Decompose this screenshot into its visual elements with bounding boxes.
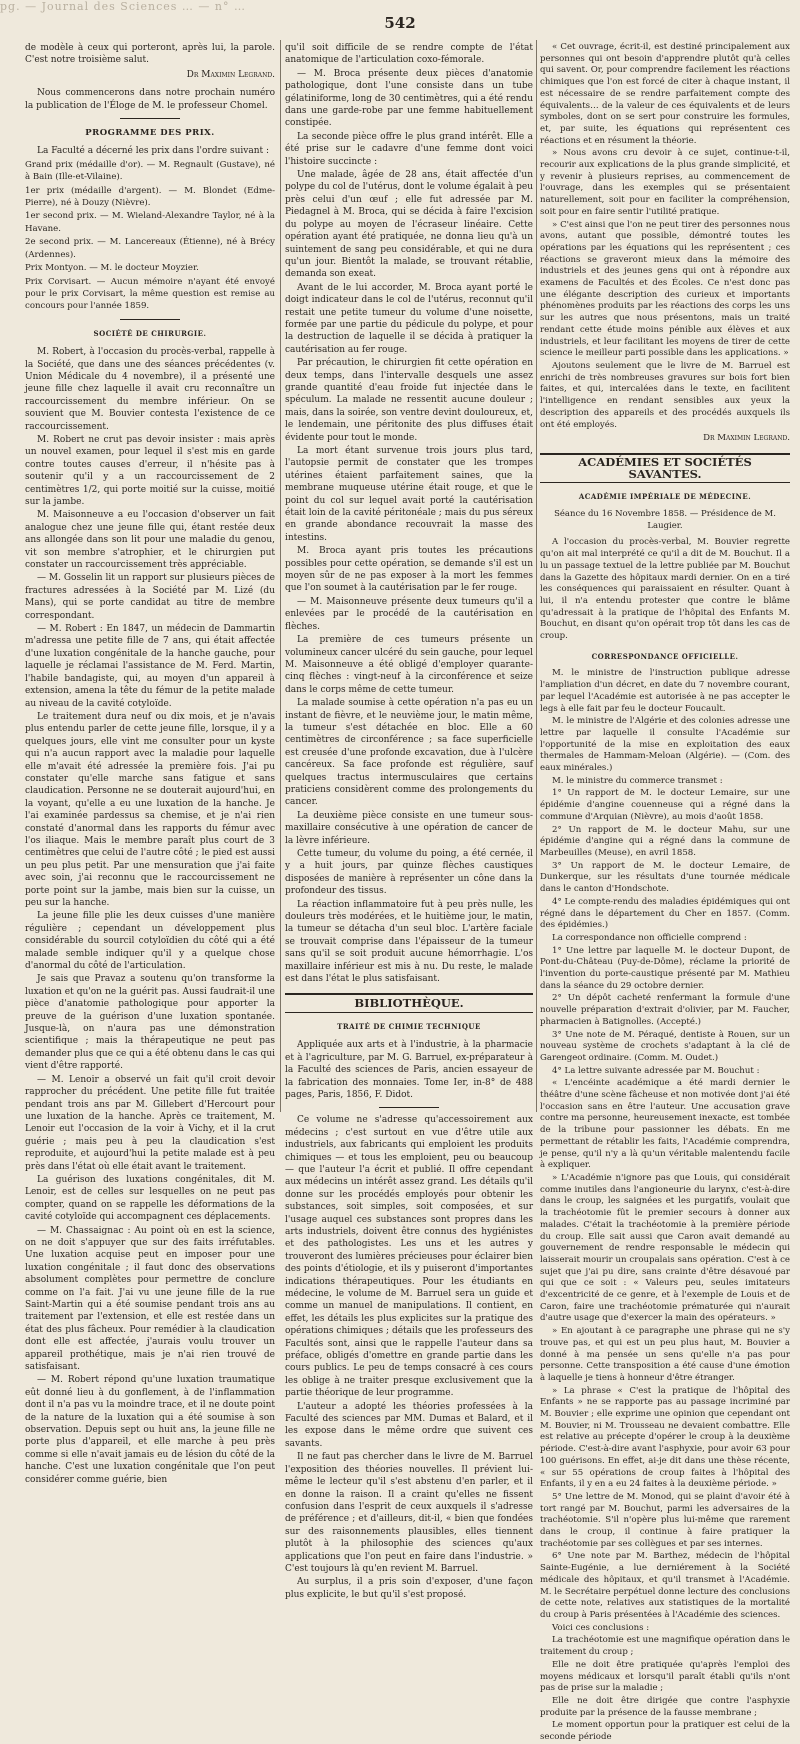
paragraph: Il ne faut pas chercher dans le livre de M. Barruel l'exposition des théories nouvelles. Il prévient lui-même le lecteur qu'il s'est abstenu d'en parler, et il en donne la raison. Il a craint qu'elles ne fissent confusion dans l'esprit de ceux auxquels il s'adresse de préférence ; et d'ailleurs, dit-il, « bien que fondées sur des raisonnements plausibles, elles tiennent plutôt à la philosophie des sciences qu'aux applications que l'on peut en faire dans l'industrie. » C'est toujours là qu'en revient M. Barruel.	[285, 1452, 533, 1574]
book-title: TRAITÉ DE CHIMIE TECHNIQUE	[337, 1021, 481, 1031]
paragraph: La seconde pièce offre le plus grand intérêt. Elle a été prise sur le cadavre d'une femme dont voici l'histoire succincte :	[285, 131, 533, 167]
paragraph: La Faculté a décerné les prix dans l'ordre suivant :	[37, 146, 270, 157]
paragraph: — M. Lenoir a observé un fait qu'il croit devoir rapprocher du précédent. Une petite fille fut traitée pendant trois ans par M. Gillebert d'Hercourt pour une luxation de la hanche. Après ce traitement, M. Lenoir eut l'occasion de la voir à Vichy, et il la crut guérie ; mais peu à peu la claudication s'est reproduite, et aujourd'hui la petite malade est à peu près dans l'état où elle était avant le traitement.	[25, 1074, 275, 1172]
session-line: Séance du 16 Novembre 1858. — Présidence de M. Laugier.	[554, 509, 776, 531]
paragraph: Elle ne doit être dirigée que contre l'asphyxie produite par la présence de la fausse membrane ;	[540, 1695, 790, 1718]
signature: Dr Maximin Legrand.	[186, 69, 275, 80]
paragraph: La guérison des luxations congénitales, dit M. Lenoir, est de celles sur lesquelles on ne peut pas compter, quand on se rappelle les déformations de la cavité cotyloïde qui accompagnent ces déplacements.	[25, 1174, 275, 1223]
paragraph: — M. Broca présente deux pièces d'anatomie pathologique, dont l'une consiste dans un tube gélatiniforme, long de 30 centimètres, qui a été rendu dans une garde-robe par une femme habituellement constipée.	[285, 68, 533, 129]
paragraph: 5° Une lettre de M. Monod, qui se plaint d'avoir été à tort rangé par M. Bouchut, parmi les adversaires de la trachéotomie. S'il n'opère plus lui-même que rarement dans le croup, il continue à faire pratiquer la trachéotomie par ses collègues et par ses internes.	[540, 1491, 790, 1549]
paragraph: » C'est ainsi que l'on ne peut tirer des personnes nous avons, autant que possible, démontré toutes les opérations par les équations qui les représentent ; ces réactions se graveront mieux dans la mémoire des industriels et des jeunes gens qui ont à répondre aux examens de Facultés et des Écoles. Ce n'est donc pas une élégante description des curieux et importants phénomènes produits par les réactions des corps les uns sur les autres que nous présentons, mais un traité rendant cette étude moins pénible aux élèves et aux industriels, et leur facilitant les moyens de tirer de cette science le meilleur parti possible dans les applications. »	[540, 219, 790, 359]
paragraph: La première de ces tumeurs présente un volumineux cancer ulcéré du sein gauche, pour lequel M. Maisonneuve a été obligé d'employer quarante-cinq flèches : vingt-neuf à la circonférence et seize dans le corps même de cette tumeur.	[285, 635, 533, 695]
section-heading-academies: ACADÉMIES ET SOCIÉTÉS SAVANTES.	[540, 453, 790, 483]
paragraph: Avant de le lui accorder, M. Broca ayant porté le doigt indicateur dans le col de l'utérus, reconnut qu'il restait une petite tumeur du volume d'une noisette, formée par une partie du pédicule du polype, et pour la destruction de laquelle il se décida à pratiquer la cautérisation au fer rouge.	[285, 282, 533, 355]
book-description: Appliquée aux arts et à l'industrie, à la pharmacie et à l'agriculture, par M. G. Barruel, ex-préparateur à la Faculté des sciences de Paris, ancien essayeur de la fabrication des monnaies. Tome Ier, in-8° de 488 pages, Paris, 1856, F. Didot.	[285, 1040, 533, 1100]
section-heading-societe: SOCIÉTÉ DE CHIRURGIE.	[93, 328, 207, 338]
paragraph: La mort étant survenue trois jours plus tard, l'autopsie permit de constater que les trompes utérines étaient parfaitement saines, que la membrane muqueuse utérine était rouge, et que le point du col sur lequel avait porté la cautérisation était loin de la cavité péritonéale ; mais du pus séreux en grande abondance recouvrait la masse des intestins.	[285, 446, 533, 543]
paragraph: Nous commencerons dans notre prochain numéro la publication de l'Éloge de M. le professeur Chomel.	[25, 88, 275, 111]
section-heading-bibliotheque: BIBLIOTHÈQUE.	[285, 993, 533, 1012]
paragraph: 2° Un dépôt cacheté renfermant la formule d'une nouvelle préparation d'extrait d'olivier, par M. Faucher, pharmacien à Batignolles. (Accepté.)	[540, 993, 790, 1027]
paragraph: — M. Robert répond qu'une luxation traumatique eût donné lieu à du gonflement, à de l'inflammation dont il n'a pas vu la moindre trace, et il ne doute point de la nature de la luxation qui a été soumise à son observation. Depuis sept ou huit ans, la jeune fille ne porte plus d'appareil, et elle marche à peu près comme si elle n'avait jamais eu de lésion du côté de la hanche. C'est une luxation congénitale que l'on peut considérer comme guérie, bien	[25, 1375, 275, 1485]
prize-item: 2e second prix. — M. Lancereaux (Étienne), né à Brécy (Ardennes).	[25, 237, 275, 260]
paragraph: Le traitement dura neuf ou dix mois, et je n'avais plus entendu parler de cette jeune fille, lorsque, il y a quelques jours, elle vint me consulter pour un kyste qui n'a aucun rapport avec la maladie pour laquelle elle m'avait été adressée la première fois. J'ai pu constater qu'elle marche sans fatigue et sans claudication. Personne ne se douterait aujourd'hui, en la voyant, qu'elle a eu une luxation de la hanche. Je l'ai examinée pardessus sa chemise, et je n'ai rien constaté d'anormal dans les rapports du fémur avec l'os iliaque. Mais le membre paraît plus court de 3 centimètres que celui de l'autre côté ; le pied est aussi un peu plus petit. Par une mensuration que j'ai faite avec soin, j'ai reconnu que le raccourcissement ne porte point sur la jambe, mais bien sur la cuisse, un peu sur la hanche.	[25, 711, 275, 908]
paragraph: » La phrase « C'est la pratique de l'hôpital des Enfants » ne se rapporte pas au passage incriminé par M. Bouvier ; elle exprime une opinion que cependant ont M. Bouvier, ni M. Trousseau ne devaient combattre. Elle est relative au précepte d'opérer le croup à la deuxième période. C'est-à-dire avant l'asphyxie, pour avoir 63 pour 100 guérisons. En effet, ai-je dit dans une thèse récente, « sur 55 opérations de croup faites à l'hôpital des Enfants, il y en a eu 24 faites à la deuxième période. »	[540, 1385, 790, 1490]
paragraph: A l'occasion du procès-verbal, M. Bouvier regrette qu'on ait mal interprété ce qu'il a dit de M. Bouchut. Il a lu un passage textuel de la lettre publiée par M. Bouchut dans la Gazette des hôpitaux mardi dernier. On en a tiré les conséquences qui paraissaient en résulter. Quant à lui, il n'a entendu protester que contre le blâme qu'adressait à la pratique de l'hôpital des Enfants M. Bouchut, en disant qu'on opérait trop tôt dans les cas de croup.	[540, 537, 790, 642]
paragraph: » En ajoutant à ce paragraphe une phrase qui ne s'y trouve pas, et qui est un peu plus haut, M. Bouvier a donné à ma pensée un sens qu'elle n'a pas pour personne. Cette transposition a été cause d'une émotion à laquelle je tiens à honneur d'être étranger.	[540, 1326, 790, 1383]
paragraph: M. Robert ne crut pas devoir insister : mais après un nouvel examen, pour lequel il s'est mis en garde contre toutes causes d'erreur, il n'hésite pas à soutenir qu'il y a un raccourcissement de 2 centimètres 1/2, qui porte moitié sur la cuisse, moitié sur la jambe.	[25, 434, 275, 507]
paragraph: M. le ministre de l'instruction publique adresse l'ampliation d'un décret, en date du 7 novembre courant, par lequel l'Académie est autorisée à ne pas accepter le legs à elle fait par feu le docteur Foucault.	[540, 668, 790, 714]
paragraph: Par précaution, le chirurgien fit cette opération en deux temps, dans l'intervalle desquels une assez grande quantité d'eau froide fut injectée dans le spéculum. La malade ne ressentit aucune douleur ; mais, dans la soirée, son ventre devint douloureux, et, le lendemain, une péritonite des plus diffuses était évidente pour tout le monde.	[285, 358, 533, 443]
paragraph: M. Broca ayant pris toutes les précautions possibles pour cette opération, se demande s'il est un moyen sûr de ne pas exposer à la mort les femmes que l'on soumet à la cautérisation par le fer rouge.	[285, 546, 533, 594]
paragraph: Elle ne doit être pratiquée qu'après l'emploi des moyens médicaux et lorsqu'il paraît établi qu'ils n'ont pas de prise sur la maladie ;	[540, 1659, 790, 1694]
paragraph: M. le ministre de l'Algérie et des colonies adresse une lettre par laquelle il consulte l'Académie sur l'opportunité de la mise en exploitation des eaux thermales de Hammam-Meloan (Algérie). — (Com. des eaux minérales.)	[540, 716, 790, 774]
paragraph: » Nous avons cru devoir à ce sujet, continue-t-il, recourir aux explications de la plus grande simplicité, et y revenir à plusieurs reprises, au commencement de l'ouvrage, dans les exemples qui se présentaient naturellement, soit pour en faciliter la compréhension, soit pour en faire sentir l'utilité pratique.	[540, 148, 790, 217]
signature: Dr Maximin Legrand.	[703, 433, 790, 444]
column-3	[540, 42, 790, 1743]
paragraph: « Cet ouvrage, écrit-il, est destiné principalement aux personnes qui ont besoin d'apprendre plutôt qu'à celles qui savent. Or, pour comprendre facilement les réactions chimiques que l'on est forcé de citer à chaque instant, il est nécessaire de se rendre parfaitement compte des équivalents… de la valeur de ces équivalents et de leurs symboles, dont on se sert pour construire les formules, et, par suite, les équations qui représentent ces réactions et en résument la théorie.	[540, 42, 790, 146]
prize-item: 1er prix (médaille d'argent). — M. Blondet (Edme-Pierre), né à Douzy (Nièvre).	[25, 185, 275, 209]
prize-item: Grand prix (médaille d'or). — M. Regnault (Gustave), né à Bain (Ille-et-Vilaine).	[25, 159, 275, 183]
paragraph: La trachéotomie est une magnifique opération dans le traitement du croup ;	[540, 1635, 790, 1658]
divider	[120, 118, 180, 119]
divider	[379, 1107, 439, 1108]
paragraph: Voici ces conclusions :	[552, 1622, 650, 1633]
column-1	[25, 42, 275, 1485]
column-rule-2	[536, 40, 537, 1112]
prize-item: Prix Corvisart. — Aucun mémoire n'ayant été envoyé pour le prix Corvisart, la même question est remise au concours pour l'année 1859.	[25, 276, 275, 312]
paragraph: » L'Académie n'ignore pas que Louis, qui considérait comme inutiles dans l'angioneurie du larynx, c'est-à-dire dans le croup, les saignées et les purgatifs, voulait que la trachéotomie fût le premier secours à donner aux malades. C'était la trachéotomie à la première période du croup. Elle sait aussi que Caron avait demandé au gouvernement de rendre responsable le médecin qui laisserait mourir un croupalais sans opération. C'est à ce sujet que j'ai pu dire, sans crainte d'être désavoué par qui que ce soit : « Valeurs peu, seules imitateurs d'excentricité de ce genre, et à l'exemple de Louis et de Caron, faire une trachéotomie prématurée qui n'aurait d'autre usage que d'exercer la main des opérateurs. »	[540, 1172, 790, 1324]
paragraph: Une malade, âgée de 28 ans, était affectée d'un polype du col de l'utérus, dont le volume égalait à peu près celui d'un œuf ; elle fut adressée par M. Piedagnel à M. Broca, qui se décida à faire l'excision du polype au moyen de l'écraseur linéaire. Cette opération ayant été pratiquée, ne donna lieu qu'à un suintement de sang peu considérable, et qui ne dura qu'un jour. Bientôt la malade, se trouvant rétablie, demanda son exeat.	[285, 170, 533, 280]
bleed-through-header: pg. — Journal des Sciences … — n° …	[0, 0, 246, 13]
paragraph: — M. Chassaignac : Au point où en est la science, on ne doit s'appuyer que sur des faits irréfutables. Une luxation acquise peut en imposer pour une luxation congénitale ; il faut donc des observations absolument complètes pour permettre de conclure comme on l'a fait. J'ai vu une jeune fille de la rue Saint-Martin qui a été soumise pendant trois ans au traitement par l'extension, et elle est restée dans un état des plus fâcheux. Pour remédier à la claudication dont elle est affectée, j'aurais voulu trouver un appareil prothétique, mais je n'ai rien trouvé de satisfaisant.	[25, 1225, 275, 1373]
paragraph: La jeune fille plie les deux cuisses d'une manière régulière ; cependant un développement plus considérable du sourcil cotyloïdien du côté qui a été malade semble indiquer qu'il y a quelque chose d'anormal du côté de l'articulation.	[25, 911, 275, 972]
paragraph: L'auteur a adopté les théories professées à la Faculté des sciences par MM. Dumas et Balard, et il les expose dans le même ordre que suivent ces savants.	[285, 1401, 533, 1449]
paragraph: La malade soumise à cette opération n'a pas eu un instant de fièvre, et le neuvième jour, le matin même, la tumeur s'est détachée en bloc. Elle a 60 centimètres de circonférence ; sa face superficielle est creusée d'une profonde excavation, due à l'ulcère cancéreux. Sa face profonde est régulière, sauf quelques tractus intermusculaires que certains praticiens considèrent comme des prolongements du cancer.	[285, 698, 533, 808]
column-2	[285, 42, 533, 1600]
paragraph: 4° La lettre suivante adressée par M. Bouchut :	[552, 1065, 760, 1076]
paragraph: M. Robert, à l'occasion du procès-verbal, rappelle à la Société, que dans une des séances précédentes (v. Union Médicale du 4 novembre), il a présenté une jeune fille chez laquelle il avait cru reconnaître un raccourcissement du membre inférieur. On se souvient que M. Bouvier contesta l'existence de ce raccourcissement.	[25, 347, 275, 432]
divider	[120, 319, 180, 320]
paragraph: 1° Une lettre par laquelle M. le docteur Dupont, de Pont-du-Château (Puy-de-Dôme), réclame la priorité de l'invention du porte-caustique présenté par M. Mathieu dans la séance du 29 octobre dernier.	[540, 945, 790, 991]
paragraph: 6° Une note par M. Barthez, médecin de l'hôpital Sainte-Eugénie, a lue derniérement à la Société médicale des hôpitaux, et qu'il transmet à l'Académie. M. le Secrétaire perpétuel donne lecture des conclusions de cette note, relatives aux statistiques de la mortalité du croup à Paris présentées à l'Académie des sciences.	[540, 1551, 790, 1620]
paragraph: Au surplus, il a pris soin d'exposer, d'une façon plus explicite, le but qu'il s'est proposé.	[285, 1577, 533, 1600]
subheading-academie: ACADÉMIE IMPÉRIALE DE MÉDECINE.	[578, 492, 752, 502]
paragraph: — M. Gosselin lit un rapport sur plusieurs pièces de fractures adressées à la Société par M. Lizé (du Mans), qui se porte candidat au titre de membre correspondant.	[25, 573, 275, 621]
page-number: 542	[384, 14, 416, 32]
paragraph: Cette tumeur, du volume du poing, a été cernée, il y a huit jours, par quinze flèches caustiques disposées de manière à représenter un cône dans la profondeur des tissus.	[285, 849, 533, 897]
section-heading-programme: PROGRAMME DES PRIX.	[85, 128, 215, 139]
column-rule-1	[280, 40, 281, 1112]
paragraph: 1° Un rapport de M. le docteur Lemaire, sur une épidémie d'angine couenneuse qui a régné dans la commune d'Arquian (Nièvre), au mois d'août 1858.	[540, 788, 790, 822]
paragraph: 3° Un rapport de M. le docteur Lemaire, de Dunkerque, sur les résultats d'une tournée médicale dans le canton d'Hondschote.	[540, 860, 790, 895]
paragraph: Ce volume ne s'adresse qu'accessoirement aux médecins ; c'est surtout en vue d'être utile aux industriels, aux fabricants qui emploient les produits chimiques — et tous les emploient, peu ou beaucoup — que l'auteur l'a écrit et publié. Il offre cependant aux médecins un intérêt assez grand. Les détails qu'il donne sur les procédés employés pour obtenir les substances, soit simples, soit composées, et sur l'usage auquel ces substances sont propres dans les arts industriels, doivent être connus des hygiénistes et des pathologistes. Les uns et les autres y trouveront des lumières précieuses pour éclairer bien des points d'étiologie, et ils y puiseront d'importantes indications thérapeutiques. Pour les étudiants en médecine, le volume de M. Barruel sera un guide et comme un manuel de manipulations. Il contient, en effet, les détails les plus explicites sur la pratique des opérations chimiques ; détails que les professeurs des Facultés sont, ainsi que le rappelle l'auteur dans sa préface, obligés d'omettre en grande partie dans les cours publics. Le peu de temps consacré à ces cours les oblige à ne traiter presque exclusivement que la partie théorique de leur programme.	[285, 1115, 533, 1399]
paragraph: M. le ministre du commerce transmet :	[552, 775, 723, 786]
prize-item: 1er second prix. — M. Wieland-Alexandre Taylor, né à la Havane.	[25, 211, 275, 234]
paragraph: 2° Un rapport de M. le docteur Mahu, sur une épidémie d'angine qui a régné dans la commune de Marbeuilles (Meuse), en avril 1858.	[540, 824, 790, 858]
paragraph: La réaction inflammatoire fut à peu près nulle, les douleurs très modérées, et le huitième jour, le matin, la tumeur se détacha d'un seul bloc. L'artère faciale se trouvait comprise dans l'épaisseur de la tumeur sans qu'il se soit produit aucune hémorrhagie. L'os maxillaire inférieur est mis à nu. Du reste, le malade est dans l'état le plus satisfaisant.	[285, 899, 533, 985]
paragraph: qu'il soit difficile de se rendre compte de l'état anatomique de l'articulation coxo-fémorale.	[285, 43, 533, 66]
paragraph: M. Maisonneuve a eu l'occasion d'observer un fait analogue chez une jeune fille qui, étant restée deux ans allongée dans son lit pour une maladie du genou, vit son membre s'atrophier, et le chirurgien put constater un raccourcissement très appréciable.	[25, 510, 275, 571]
paragraph: de modèle à ceux qui porteront, après lui, la parole. C'est notre troisième salut.	[25, 43, 275, 66]
paragraph: — M. Maisonneuve présente deux tumeurs qu'il a enlevées par le procédé de la cautérisation en flèches.	[285, 596, 533, 632]
prize-item: Prix Montyon. — M. le docteur Moyzier.	[25, 263, 199, 274]
subheading-correspondance: CORRESPONDANCE OFFICIELLE.	[591, 651, 739, 661]
paragraph: La deuxième pièce consiste en une tumeur sous-maxillaire consécutive à une opération de cancer de la lèvre inférieure.	[285, 810, 533, 846]
paragraph: — M. Robert : En 1847, un médecin de Dammartin m'adressa une petite fille de 7 ans, qui était affectée d'une luxation congénitale de la hanche gauche, pour laquelle je réclamai l'assistance de M. Ferd. Martin, l'habile bandagiste, qui, au moyen d'un appareil à extension, amena la tête du fémur de la petite malade au niveau de la cavité cotyloïde.	[25, 624, 275, 709]
paragraph: 3° Une note de M. Péraqué, dentiste à Rouen, sur un nouveau système de crochets s'adaptant à la clé de Garengeot ordinaire. (Comm. M. Oudet.)	[540, 1029, 790, 1063]
paragraph: Ajoutons seulement que le livre de M. Barruel est enrichi de très nombreuses gravures sur bois fort bien faites, et qui, intercalées dans le texte, en facilitent l'intelligence en rendant sensibles aux yeux la description des appareils et des procédés auxquels ils ont été employés.	[540, 360, 790, 430]
paragraph: Le moment opportun pour la pratiquer est celui de la seconde période	[540, 1720, 790, 1743]
paragraph: La correspondance non officielle comprend :	[552, 932, 747, 943]
paragraph: Je sais que Pravaz a soutenu qu'on transforme la luxation et qu'on ne la guérit pas. Aussi faudrait-il une pièce d'anatomie pathologique pour apporter la preuve de la guérison d'une luxation spontanée. Jusque-là, on n'aura pas une démonstration scientifique ; mais la thérapeutique ne peut pas demander plus que ce qui a été obtenu dans le cas qui vient d'être rapporté.	[25, 974, 275, 1072]
paragraph: « L'encéinte académique a été mardi dernier le théâtre d'une scène fâcheuse et non motivée dont j'ai été l'occasion sans en être l'auteur. Une accusation grave contre ma personne, heureusement inexacte, est tombée de la tribune pour passionner les débats. En me permettant de rétablir les faits, l'Académie comprendra, je pense, qu'il n'y a là qu'un véritable malentendu facile à expliquer.	[540, 1078, 790, 1171]
paragraph: 4° Le compte-rendu des maladies épidémiques qui ont régné dans le département du Cher en 1857. (Comm. des épidémies.)	[540, 896, 790, 931]
